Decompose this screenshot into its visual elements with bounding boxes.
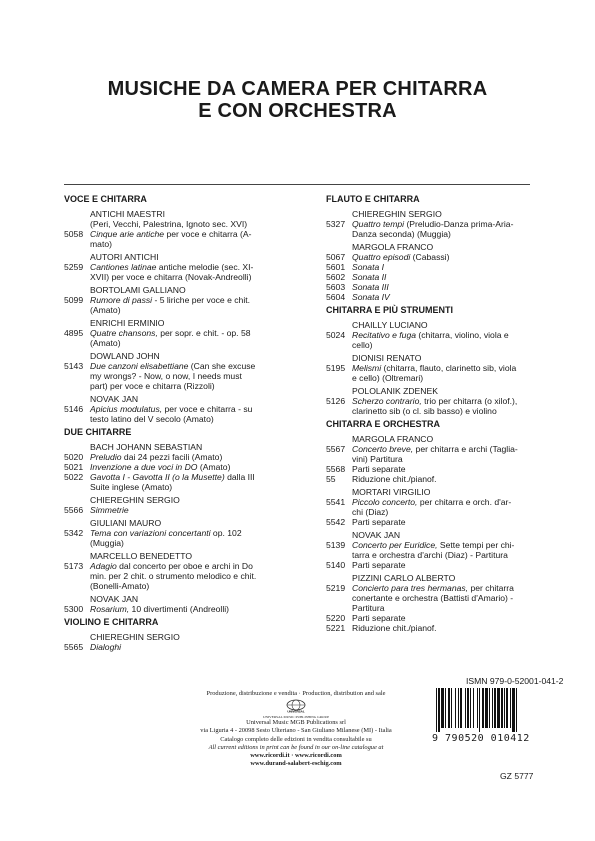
work-description: per chitarra [468, 583, 514, 593]
catalog-number: 5565 [64, 642, 84, 652]
work-title: Cinque arie antiche [90, 229, 165, 239]
entry-line [326, 330, 544, 340]
work-description: dalla III [224, 472, 255, 482]
work-description: Partitura [352, 603, 385, 613]
publisher-address: via Liguria 4 - 20098 Sesto Ulteriano - San Giuliano Milanese (MI) - Italia [200, 727, 392, 735]
header-divider [64, 184, 530, 185]
catalog-number: 5067 [326, 252, 346, 262]
work-description: clarinetto sib (o cl. sib basso) e violino [352, 406, 497, 416]
work-description: Sette tempi per chi- [437, 540, 515, 550]
work-title: Melismi [352, 363, 382, 373]
barcode-bar [436, 688, 437, 732]
catalog-entry [326, 573, 544, 633]
composer-name: NOVAK JAN [352, 530, 401, 540]
composer-name: PIZZINI CARLO ALBERTO [352, 573, 456, 583]
work-description: (Amato) [197, 462, 231, 472]
work-title: Simmetrie [90, 505, 129, 515]
web-link-ricordi-com[interactable]: www.ricordi.com [294, 752, 342, 760]
catalog-entry [326, 487, 544, 527]
work-title: Scherzo contrario, [352, 396, 422, 406]
entry-line [64, 229, 310, 239]
entry-line [326, 272, 544, 282]
title-line-2: E CON ORCHESTRA [198, 100, 397, 122]
section-heading: DUE CHITARRE [64, 427, 132, 437]
work-title: Due canzoni elisabettiane [90, 361, 189, 371]
catalog-number: 4895 [64, 328, 84, 338]
catalog-number: 5195 [326, 363, 346, 373]
composer-name: MORTARI VIRGILIO [352, 487, 431, 497]
work-description: chi (Diaz) [352, 507, 389, 517]
work-description: conertante e orchestra (Battisti d'Amario) - [352, 593, 514, 603]
publisher-name: Universal Music MGB Publications srl [246, 719, 346, 727]
work-description: (Amato) [90, 338, 121, 348]
catalog-note-it: Catalogo completo delle edizioni in vendita consultabile su [220, 735, 372, 743]
entry-line [64, 305, 310, 315]
composer-name: NOVAK JAN [90, 594, 139, 604]
entry-line [326, 497, 544, 507]
section-heading: CHITARRA E PIÙ STRUMENTI [326, 305, 453, 315]
barcode-bar [458, 688, 459, 728]
catalog-number: 5603 [326, 282, 346, 292]
work-description: Parti separate [352, 613, 406, 623]
work-title: Rumore di passi [90, 295, 153, 305]
section-heading: FLAUTO E CHITARRA [326, 194, 420, 204]
work-title: Rosarium, [90, 604, 130, 614]
work-title: Concerto breve, [352, 444, 414, 454]
entry-line [64, 371, 310, 381]
catalog-number: 5601 [326, 262, 346, 272]
web-link-durand[interactable]: www.durand-salabert-eschig.com [250, 760, 342, 768]
work-description: vini) Partitura [352, 454, 403, 464]
catalog-number: 5173 [64, 561, 84, 571]
work-description: (Peri, Vecchi, Palestrina, Ignoto sec. XVI) [90, 219, 248, 229]
work-description: (Amato) [90, 305, 121, 315]
catalog-entry [326, 530, 544, 570]
entry-line [64, 528, 310, 538]
work-description: - 5 liriche per voce e chit. [152, 295, 251, 305]
catalog-number: 5300 [64, 604, 84, 614]
work-description: per chitarra e orch. d'ar- [417, 497, 512, 507]
entry-line [326, 613, 544, 623]
composer-name: MARGOLA FRANCO [352, 434, 434, 444]
composer-name: AUTORI ANTICHI [90, 252, 159, 262]
entry-line [326, 373, 544, 383]
barcode-bar [497, 688, 500, 728]
work-description: XVII) per voce e chitarra (Novak-Andreolli) [90, 272, 252, 282]
work-title: Invenzione a due voci in DO [90, 462, 198, 472]
catalog-number: 5220 [326, 613, 346, 623]
composer-name: GIULIANI MAURO [90, 518, 162, 528]
publisher-imprint: Produzione, distribuzione e vendita · Production, distribution and sale UNIVERSAL UNIVERSAL MUSIC PUBLISHING GROUP Universal Music MGB Publications srl via Liguria 4 - 20098 Sesto Ulteriano - San Giuliano Milanese (MI) - Italia Catalogo completo delle edizioni in vendita consultabile su All current editions in print can be found in our on-line catalogue at www.ricordi.it · www.ricordi.com www.durand-salabert-eschig.com [180, 690, 412, 768]
work-description: Parti separate [352, 464, 406, 474]
title-line-1: MUSICHE DA CAMERA PER CHITARRA [107, 78, 488, 100]
entry-line [64, 239, 310, 249]
work-description: (chitarra, flauto, clarinetto sib, viola [381, 363, 517, 373]
logo-label: UNIVERSAL [287, 709, 305, 714]
barcode-icon [432, 688, 562, 732]
work-title: Tema con variazioni concertanti [90, 528, 211, 538]
catalog-number: 5099 [64, 295, 84, 305]
entry-line [64, 262, 310, 272]
entry-line [64, 642, 310, 652]
catalog-number: 5058 [64, 229, 84, 239]
work-title: Preludio [90, 452, 122, 462]
work-title: Sonata III [352, 282, 389, 292]
catalog-number: 5327 [326, 219, 346, 229]
entry-line [64, 219, 310, 229]
ismn-number: ISMN 979-0-52001-041-2 [466, 676, 564, 686]
composer-name: DIONISI RENATO [352, 353, 422, 363]
composer-name: CHIEREGHIN SERGIO [90, 632, 180, 642]
catalog-entry [64, 518, 310, 548]
composer-name: POLOLANIK ZDENEK [352, 386, 438, 396]
entry-line [64, 462, 310, 472]
barcode [432, 688, 562, 744]
entry-line [64, 452, 310, 462]
work-title: Sonata IV [352, 292, 390, 302]
section-heading: VIOLINO E CHITARRA [64, 617, 159, 627]
entry-line [326, 396, 544, 406]
composer-name: DOWLAND JOHN [90, 351, 160, 361]
page-title [0, 78, 595, 122]
section-heading: VOCE E CHITARRA [64, 194, 147, 204]
entry-line [326, 623, 544, 633]
composer-name: ENRICHI ERMINIO [90, 318, 165, 328]
barcode-bar [477, 688, 478, 728]
barcode-bar [451, 688, 452, 728]
catalog-number: 5602 [326, 272, 346, 282]
work-description: (Cabassi) [410, 252, 450, 262]
barcode-bar [501, 688, 503, 728]
work-description: (Can she excuse [188, 361, 256, 371]
work-description: 10 divertimenti (Andreolli) [129, 604, 229, 614]
work-description: part) per voce e chitarra (Rizzoli) [90, 381, 215, 391]
left-column [64, 194, 310, 655]
work-title: Sonata II [352, 272, 387, 282]
work-title: Quatre chansons, [90, 328, 158, 338]
entry-line [326, 517, 544, 527]
barcode-bar [494, 688, 496, 728]
work-title: Dialoghi [90, 642, 122, 652]
catalog-number: 5219 [326, 583, 346, 593]
entry-line [326, 406, 544, 416]
catalog-number: 5541 [326, 497, 346, 507]
entry-line [64, 482, 310, 492]
composer-name: BACH JOHANN SEBASTIAN [90, 442, 203, 452]
barcode-bar [516, 688, 517, 732]
catalog-number: 5568 [326, 464, 346, 474]
entry-line [326, 292, 544, 302]
entry-line [64, 361, 310, 371]
catalog-number: 5143 [64, 361, 84, 371]
work-description: Parti separate [352, 517, 406, 527]
catalog-entry [64, 351, 310, 391]
work-description: per chitarra e archi (Taglia- [413, 444, 518, 454]
work-description: Danza seconda) (Muggia) [352, 229, 451, 239]
entry-line [64, 581, 310, 591]
entry-line [326, 340, 544, 350]
catalog-number: 5126 [326, 396, 346, 406]
entry-line [326, 540, 544, 550]
barcode-bar [448, 688, 450, 728]
entry-line [326, 603, 544, 613]
entry-line [326, 219, 544, 229]
barcode-bar [465, 688, 466, 728]
barcode-bar [489, 688, 490, 728]
catalog-entry [64, 442, 310, 492]
catalog-entry [326, 386, 544, 416]
catalog-code: GZ 5777 [500, 771, 534, 781]
barcode-bar [470, 688, 471, 728]
work-description: e cello) (Oltremari) [352, 373, 424, 383]
catalog-entry [326, 242, 544, 302]
logo-sub: UNIVERSAL MUSIC PUBLISHING GROUP [262, 715, 330, 720]
work-description: Riduzione chit./pianof. [352, 474, 437, 484]
entry-line [64, 561, 310, 571]
composer-name: CHAILLY LUCIANO [352, 320, 428, 330]
composer-name: CHIEREGHIN SERGIO [90, 495, 180, 505]
entry-line [326, 262, 544, 272]
work-description: min. per 2 chit. o strumento melodico e chit. [90, 571, 257, 581]
work-description: mato) [90, 239, 112, 249]
work-description: per voce e chitarra (A- [164, 229, 252, 239]
work-description: (chitarra, violino, viola e [416, 330, 509, 340]
catalog-number: 5140 [326, 560, 346, 570]
catalog-entry [64, 252, 310, 282]
universal-globe-icon [285, 699, 307, 713]
barcode-bar [479, 688, 480, 732]
catalog-entry [326, 434, 544, 484]
production-line: Produzione, distribuzione e vendita · Production, distribution and sale [206, 690, 386, 697]
work-description: dal concerto per oboe e archi in Do [116, 561, 253, 571]
barcode-bar [460, 688, 462, 728]
work-description: per sopr. e chit. - op. 58 [157, 328, 251, 338]
work-description: trio per chitarra (o xilof.), [421, 396, 518, 406]
catalog-number: 5221 [326, 623, 346, 633]
catalog-entry [64, 285, 310, 315]
composer-name: CHIEREGHIN SERGIO [352, 209, 442, 219]
work-description: op. 102 [210, 528, 242, 538]
catalog-entry [64, 551, 310, 591]
composer-name: BORTOLAMI GALLIANO [90, 285, 186, 295]
work-title: Quattro tempi [352, 219, 405, 229]
catalog-number: 5139 [326, 540, 346, 550]
catalog-entry [64, 394, 310, 424]
catalog-entry [64, 209, 310, 249]
work-description: antiche melodie (sec. XI- [156, 262, 254, 272]
work-description: Riduzione chit./pianof. [352, 623, 437, 633]
catalog-entry [326, 353, 544, 383]
work-description: (Muggia) [90, 538, 124, 548]
entry-line [326, 282, 544, 292]
entry-line [64, 295, 310, 305]
web-link-ricordi-it[interactable]: www.ricordi.it [250, 752, 290, 760]
barcode-bar [455, 688, 456, 728]
entry-line [64, 604, 310, 614]
catalog-number: 5146 [64, 404, 84, 414]
barcode-bar [492, 688, 493, 728]
catalog-number: 5021 [64, 462, 84, 472]
work-title: Apicius modulatus, [90, 404, 163, 414]
catalog-entry [326, 320, 544, 350]
work-description: tarra e orchestra d'archi (Diaz) - Partitura [352, 550, 508, 560]
barcode-bar [504, 688, 505, 728]
barcode-bar [473, 688, 474, 728]
catalog-entry [64, 318, 310, 348]
catalog-entry [326, 209, 544, 239]
catalog-entry [64, 594, 310, 614]
work-title: Cantiones latinae [90, 262, 157, 272]
entry-line [64, 338, 310, 348]
entry-line [326, 454, 544, 464]
catalog-entry [64, 632, 310, 652]
composer-name: MARGOLA FRANCO [352, 242, 434, 252]
catalog-number: 5020 [64, 452, 84, 462]
work-description: testo latino del V secolo (Amato) [90, 414, 214, 424]
entry-line [64, 381, 310, 391]
entry-line [64, 538, 310, 548]
entry-line [326, 474, 544, 484]
composer-name: MARCELLO BENEDETTO [90, 551, 193, 561]
barcode-bar [441, 688, 444, 728]
work-title: Gavotta I - Gavotta II (o la Musette) [90, 472, 225, 482]
work-description: dai 24 pezzi facili (Amato) [121, 452, 223, 462]
entry-line [326, 593, 544, 603]
catalog-number: 5024 [326, 330, 346, 340]
barcode-bar [482, 688, 484, 728]
entry-line [326, 252, 544, 262]
entry-line [326, 229, 544, 239]
work-title: Quattro episodi [352, 252, 411, 262]
catalog-number: 5342 [64, 528, 84, 538]
barcode-bar [512, 688, 515, 732]
catalog-number: 5567 [326, 444, 346, 454]
section-heading: CHITARRA E ORCHESTRA [326, 419, 440, 429]
entry-line [326, 363, 544, 373]
entry-line [64, 404, 310, 414]
barcode-bar [467, 688, 469, 728]
entry-line [64, 328, 310, 338]
entry-line [326, 583, 544, 593]
work-description: Suite inglese (Amato) [90, 482, 173, 492]
work-title: Adagio [90, 561, 117, 571]
catalog-number: 5259 [64, 262, 84, 272]
entry-line [326, 444, 544, 454]
work-title: Sonata I [352, 262, 385, 272]
work-title: Concerto per Euridice, [352, 540, 438, 550]
entry-line [64, 571, 310, 581]
work-title: Piccolo concerto, [352, 497, 418, 507]
catalog-entry [64, 495, 310, 515]
entry-line [326, 550, 544, 560]
entry-line [64, 272, 310, 282]
catalog-number: 55 [326, 474, 336, 484]
work-description: (Preludio-Danza prima-Aria- [404, 219, 514, 229]
work-title: Recitativo e fuga [352, 330, 417, 340]
composer-name: NOVAK JAN [90, 394, 139, 404]
catalog-number: 5022 [64, 472, 84, 482]
catalog-note-en: All current editions in print can be found in our on-line catalogue at [208, 743, 384, 751]
work-description: (Bonelli-Amato) [90, 581, 150, 591]
barcode-bar [485, 688, 488, 728]
entry-line [64, 505, 310, 515]
entry-line [64, 472, 310, 482]
barcode-bar [506, 688, 508, 728]
barcode-bar [510, 688, 511, 728]
right-column [326, 194, 544, 636]
entry-line [326, 507, 544, 517]
catalog-number: 5542 [326, 517, 346, 527]
entry-line [326, 560, 544, 570]
work-title: Concierto para tres hermanas, [352, 583, 469, 593]
work-description: per voce e chitarra - su [162, 404, 253, 414]
work-description: my wrongs? - Now, o now, I needs must [90, 371, 242, 381]
barcode-digits: 9 790520 010412 [432, 733, 530, 744]
barcode-bar [438, 688, 440, 732]
barcode-bar [445, 688, 446, 728]
catalog-number: 5566 [64, 505, 84, 515]
work-description: Parti separate [352, 560, 406, 570]
work-description: cello) [352, 340, 373, 350]
composer-name: ANTICHI MAESTRI [90, 209, 165, 219]
catalog-number: 5604 [326, 292, 346, 302]
entry-line [64, 414, 310, 424]
entry-line [326, 464, 544, 474]
